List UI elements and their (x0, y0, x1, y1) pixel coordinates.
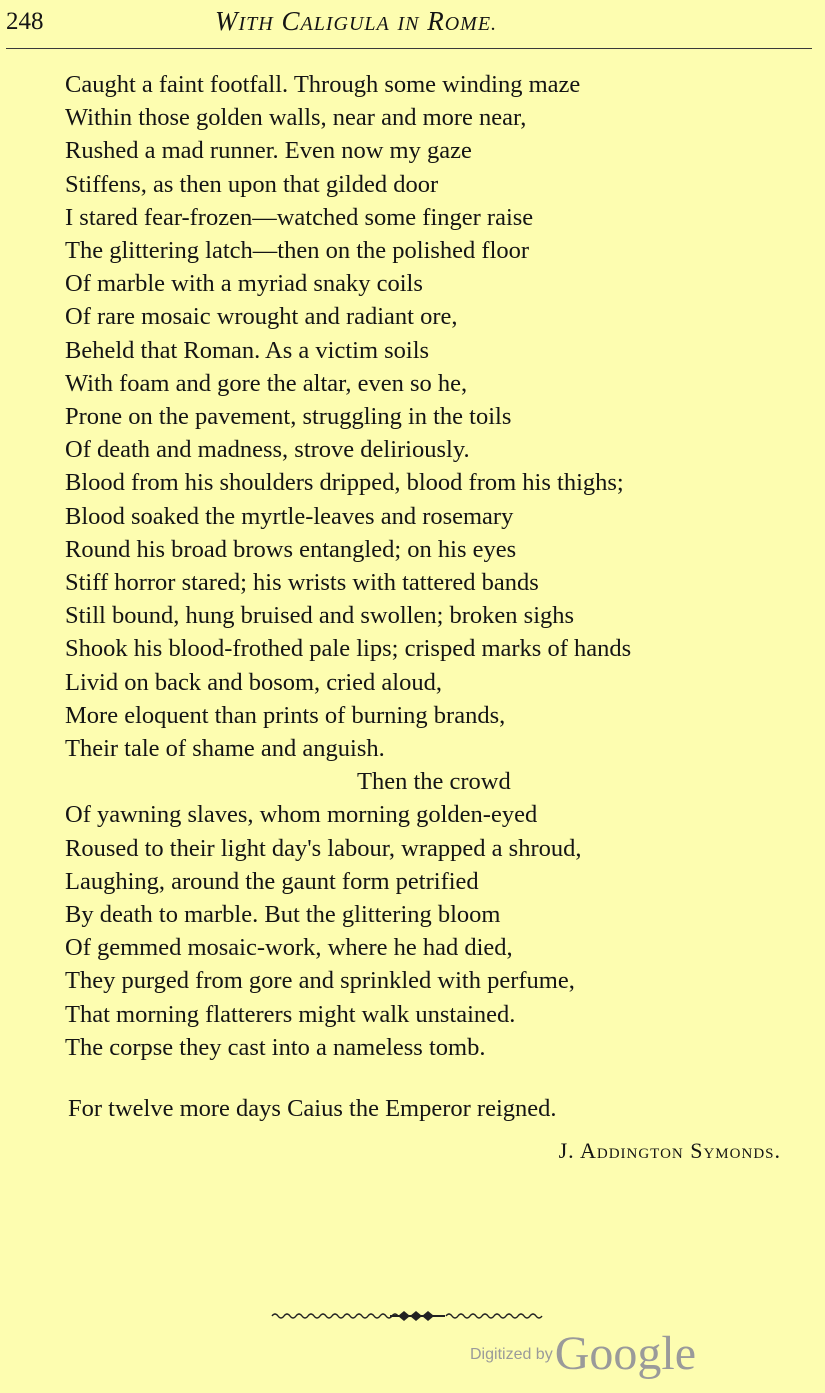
poem-line: Caught a faint footfall. Through some winding maze (65, 71, 581, 98)
poem-line: That morning flatterers might walk unstained. (65, 1000, 516, 1028)
running-head-ith: ITH (238, 13, 274, 35)
poem-line: More eloquent than prints of burning brands, (65, 701, 506, 729)
google-logo: Google (554, 1327, 697, 1380)
poem-line: Blood from his shoulders dripped, blood from his thighs; (65, 469, 624, 497)
poem-line: Shook his blood-frothed pale lips; crisped marks of hands (65, 635, 632, 663)
poem-line: Stiffens, as then upon that gilded door (65, 170, 439, 198)
author-signature: J. Addington Symonds. (558, 1138, 781, 1163)
poem-line: Of death and madness, strove deliriously. (65, 436, 470, 464)
running-head-in: IN (397, 13, 420, 35)
poem-line: Livid on back and bosom, cried aloud, (65, 668, 442, 696)
poem-line: Of gemmed mosaic-work, where he had died, (65, 934, 513, 962)
running-head-w: W (215, 6, 239, 36)
running-head-aligula: ALIGULA (300, 13, 390, 35)
poem-line: I stared fear-frozen—watched some finger raise (65, 203, 534, 231)
digitized-by-watermark (470, 1326, 696, 1381)
ornament-divider-icon (270, 1308, 550, 1324)
poem-line: Still bound, hung bruised and swollen; broken sighs (65, 602, 575, 630)
poem-line: Blood soaked the myrtle-leaves and rosemary (65, 502, 514, 530)
poem-line: Prone on the pavement, struggling in the toils (65, 403, 512, 431)
poem-line: Stiff horror stared; his wrists with tattered bands (65, 569, 539, 597)
poem-line: With foam and gore the altar, even so he, (65, 369, 468, 397)
poem-line: Of rare mosaic wrought and radiant ore, (65, 303, 458, 331)
poem-line: Beheld that Roman. As a victim soils (65, 336, 430, 364)
running-head-ome: OME. (444, 13, 498, 35)
running-head (215, 6, 497, 39)
running-head-c: C (281, 6, 301, 36)
poem-line: They purged from gore and sprinkled with perfume, (65, 967, 575, 995)
poem-line: Within those golden walls, near and more near, (65, 104, 527, 132)
poem-line: Round his broad brows entangled; on his eyes (65, 535, 517, 563)
poem-line: By death to marble. But the glittering bloom (65, 901, 501, 929)
poem-line: Of yawning slaves, whom morning golden-eyed (65, 801, 538, 829)
poem-line: Of marble with a myriad snaky coils (65, 270, 423, 298)
poem-line: Roused to their light day's labour, wrapped a shroud, (65, 834, 582, 862)
header-rule (6, 48, 812, 49)
closing-line: For twelve more days Caius the Emperor reigned. (68, 1095, 557, 1122)
poem-line: Their tale of shame and anguish. (65, 735, 385, 763)
poem-line: Rushed a mad runner. Even now my gaze (65, 137, 472, 165)
page-number: 248 (6, 8, 44, 35)
poem-line: Laughing, around the gaunt form petrified (65, 867, 479, 895)
poem-body (65, 68, 805, 1064)
digitized-by-label: Digitized by (470, 1346, 553, 1363)
poem-line: The corpse they cast into a nameless tomb. (65, 1033, 486, 1061)
running-head-r: R (427, 6, 445, 36)
poem-line-indented: Then the crowd (357, 768, 511, 796)
poem-line: The glittering latch—then on the polished floor (65, 237, 530, 265)
